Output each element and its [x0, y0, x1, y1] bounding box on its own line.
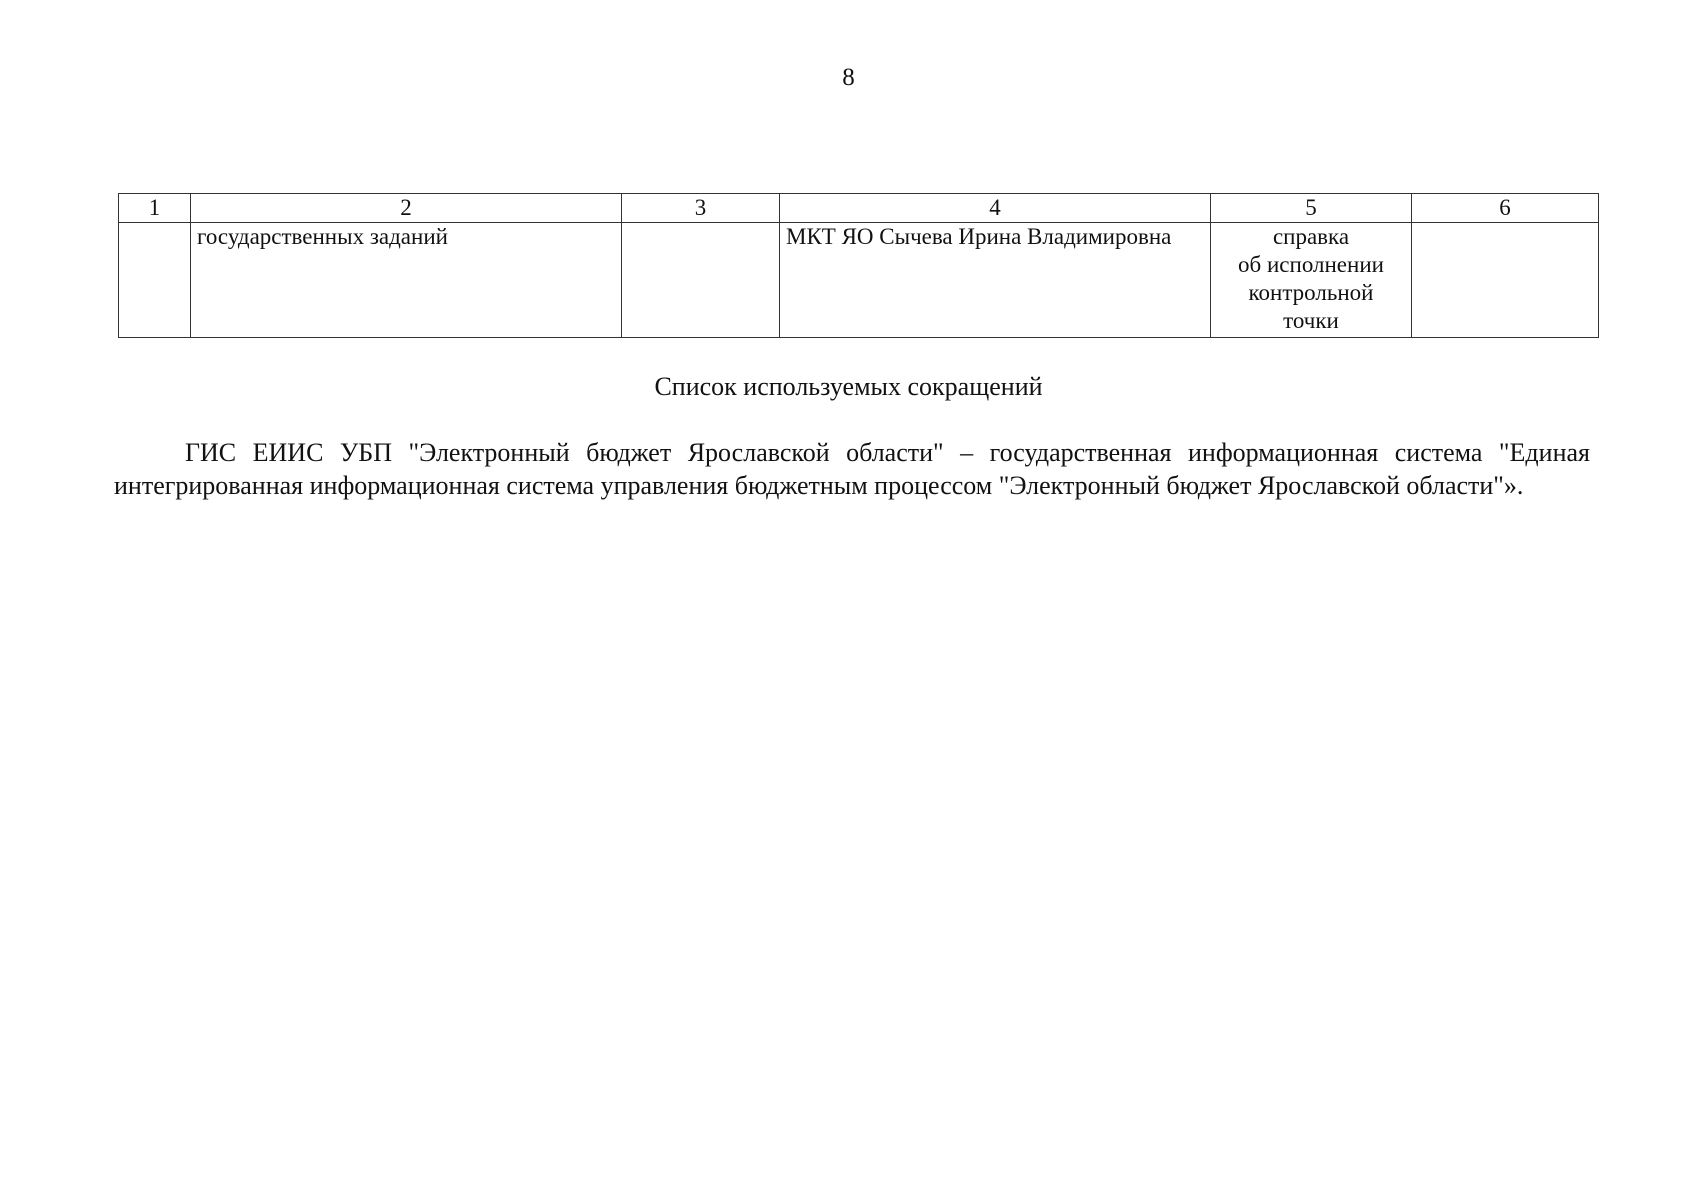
cell-activity: государственных заданий — [191, 223, 622, 338]
cell-deadline — [622, 223, 780, 338]
table-row — [119, 223, 1599, 338]
column-header-1: 1 — [119, 194, 191, 223]
column-header-5: 5 — [1211, 194, 1412, 223]
page-number: 8 — [842, 64, 855, 91]
abbreviations-title: Список используемых сокращений — [654, 372, 1043, 401]
column-header-2: 2 — [191, 194, 622, 223]
cell-responsible: МКТ ЯО Сычева Ирина Владимировна — [780, 223, 1211, 338]
abbreviation-paragraph: ГИС ЕИИС УБП "Электронный бюджет Ярославской области" – государственная информационная система "Единая интегрированная информационная система управления бюджетным процессом "Электронный бюджет Ярославской области"». — [114, 438, 1590, 500]
table-header-row — [119, 194, 1599, 223]
column-header-4: 4 — [780, 194, 1211, 223]
column-header-6: 6 — [1412, 194, 1599, 223]
column-header-3: 3 — [622, 194, 780, 223]
cell-number — [119, 223, 191, 338]
plan-table — [118, 193, 1599, 338]
cell-notes — [1412, 223, 1599, 338]
cell-document-type: справка об исполнении контрольной точки — [1211, 223, 1412, 338]
